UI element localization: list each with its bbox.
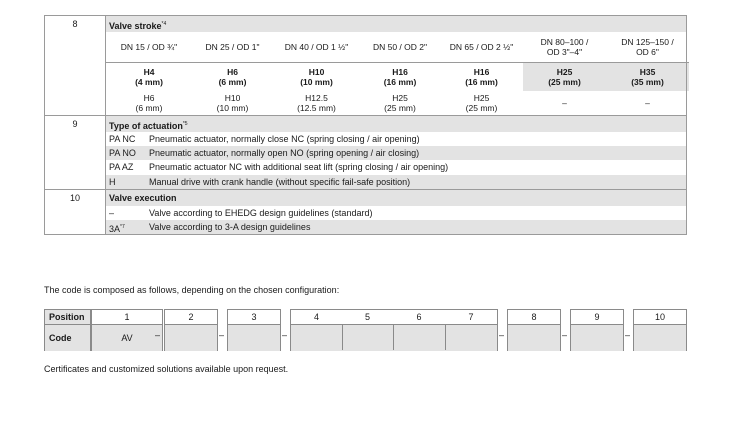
code-box-10[interactable] [633,309,687,351]
row-header-text: Type of actuation [109,121,183,131]
stroke-mm: (35 mm) [631,77,664,87]
valve-stroke-grid [106,32,689,115]
dn-size-row [106,32,689,63]
code-value [508,325,560,351]
option-code: H [109,176,116,187]
stroke-cell [106,91,192,115]
option-code-text: – [109,207,115,218]
dn-size-text: OD 6" [636,47,659,57]
footnote-ref: *7 [120,223,125,230]
option-code: PA NO [109,148,136,159]
row-content [106,189,687,234]
code-value-row[interactable] [291,325,497,351]
stroke-cell [360,91,440,115]
position-number: 2 [165,310,217,325]
table-row-valve-stroke [45,16,687,116]
row-number: 9 [45,116,106,190]
dn-size-text: DN 125–150 / [621,37,674,47]
position-label: Position [45,310,90,325]
dn-size-text: DN 40 / OD 1 ½" [284,42,349,52]
stroke-mm: (10 mm) [300,77,333,87]
code-box-2[interactable] [164,309,218,351]
intro-text: The code is composed as follows, depending on the chosen configuration: [44,285,340,295]
stroke-mm: (25 mm) [384,103,416,113]
position-number: 5 [364,312,370,322]
code-box-3[interactable] [227,309,281,351]
stroke-alt-row [106,91,689,115]
stroke-mm: (25 mm) [465,103,498,113]
stroke-mm: (12.5 mm) [297,103,336,113]
option-code-text: 3A [109,223,121,234]
code-box-9[interactable] [570,309,624,351]
stroke-mm: (16 mm) [383,77,417,87]
table-row-actuation [45,116,687,190]
stroke-mm: (16 mm) [465,77,498,87]
stroke-code: H16 [473,67,490,77]
code-value [571,325,623,351]
position-number: 8 [508,310,560,325]
option-table [44,15,687,235]
option-table-section [44,15,687,235]
position-number: 4 [313,312,319,322]
position-number: 7 [468,312,474,322]
code-value [634,325,686,351]
stroke-cell [360,63,440,92]
separator-dash: – [562,330,568,340]
position-row [291,310,497,325]
dn-size-text: DN 65 / OD 2 ½" [449,42,514,52]
stroke-cell [523,91,606,115]
stroke-code: H10 [224,93,241,103]
stroke-code: H6 [227,67,238,77]
option-code [106,220,149,234]
dn-size-text: DN 80–100 / [540,37,589,47]
code-box-1 [91,309,163,351]
position-number: 3 [228,310,280,325]
list-item [106,206,686,220]
dn-size-text: DN 50 / OD 2" [372,42,428,52]
stroke-mm: (4 mm) [135,77,163,87]
dn-size-cell [523,32,606,63]
stroke-primary-row [106,63,689,92]
list-item [106,175,686,189]
code-value: AV [92,325,162,351]
position-number: 1 [92,310,162,325]
stroke-cell [106,63,192,92]
row-number: 10 [45,189,106,234]
separator-dash: – [219,330,225,340]
separator-dash: – [625,330,631,340]
option-desc: Valve according to EHEDG design guidelines (standard) [149,207,373,218]
stroke-code: H25 [392,93,408,103]
dn-size-cell [606,32,689,63]
row-header [106,116,686,132]
dn-size-text: DN 25 / OD 1" [205,42,260,52]
code-value [228,325,280,351]
stroke-cell [192,63,273,92]
stroke-code: H10 [308,67,325,77]
position-number: 10 [634,310,686,325]
code-box-group-4-7 [290,309,498,351]
stroke-code: – [645,98,650,108]
stroke-code: H12.5 [305,93,328,103]
row-header-text: Valve execution [109,192,177,203]
footnote-ref: *4 [161,21,167,27]
list-item [106,146,686,160]
dn-size-cell [360,32,440,63]
stroke-mm: (25 mm) [548,77,581,87]
position-number: 9 [571,310,623,325]
dn-size-cell [440,32,523,63]
dn-size-cell [192,32,273,63]
list-item [106,160,686,174]
stroke-cell [273,91,360,115]
stroke-code: H16 [392,67,408,77]
code-value [165,325,217,351]
row-header [106,16,686,32]
separator-dash: – [282,330,288,340]
stroke-code: H25 [556,67,573,77]
list-item [106,220,686,234]
stroke-mm: (6 mm) [135,103,163,113]
dn-size-text: DN 15 / OD ¾" [120,42,178,52]
code-box-8[interactable] [507,309,561,351]
option-desc: Valve according to 3-A design guidelines [149,221,311,232]
code-label-box [44,309,91,351]
option-code [106,206,149,220]
row-number: 8 [45,16,106,116]
row-header [106,190,686,206]
stroke-cell [192,91,273,115]
stroke-code: H35 [639,67,656,77]
option-code: PA NC [109,134,136,144]
stroke-code: – [562,98,567,108]
separator-dash: – [499,330,505,340]
position-number: 6 [416,312,422,322]
stroke-cell [606,91,689,115]
option-desc: Pneumatic actuator, normally close NC (spring closing / air opening) [149,134,420,144]
footnote-ref: *5 [182,121,188,127]
dn-size-text: OD 3"–4" [546,47,583,57]
stroke-cell [440,91,523,115]
option-desc: Pneumatic actuator, normally open NO (spring opening / air closing) [149,148,420,159]
stroke-cell [440,63,523,92]
stroke-code: H6 [143,93,155,103]
stroke-cell [273,63,360,92]
option-code: PA AZ [109,162,134,173]
option-desc: Pneumatic actuator NC with additional seat lift (spring closing / air opening) [149,162,449,173]
dn-size-cell [273,32,360,63]
footer-text: Certificates and customized solutions available upon request. [44,364,289,374]
stroke-cell [523,63,606,92]
stroke-mm: (10 mm) [216,103,249,113]
row-header-text: Valve stroke [109,21,162,31]
stroke-cell [606,63,689,92]
stroke-code: H4 [143,67,155,77]
row-content [106,116,687,190]
stroke-code: H25 [473,93,490,103]
option-desc: Manual drive with crank handle (without specific fail-safe position) [149,176,411,187]
table-row-execution [45,189,687,234]
dn-size-cell [106,32,192,63]
stroke-mm: (6 mm) [218,77,247,87]
code-label: Code [45,325,90,351]
list-item [106,132,686,146]
separator-dash: – [155,330,161,340]
row-content [106,16,687,116]
